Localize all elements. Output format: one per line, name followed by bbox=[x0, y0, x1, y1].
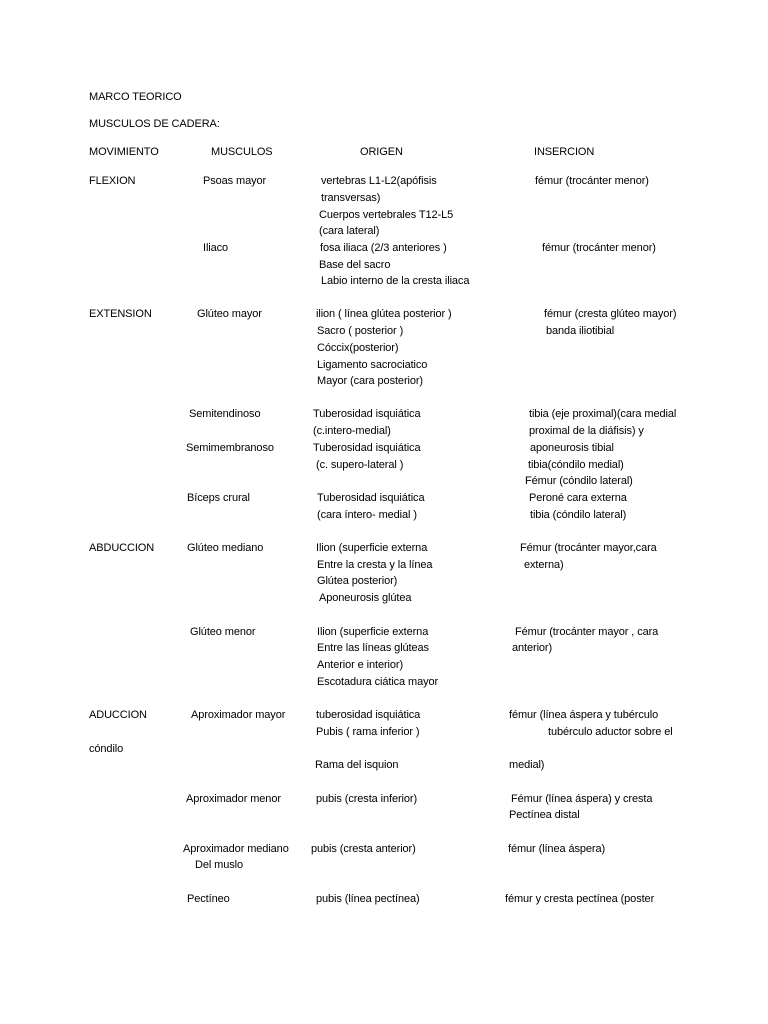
origen-gluteo-mediano-line4: Aponeurosis glútea bbox=[319, 592, 412, 604]
muscle-gluteo-mediano: Glúteo mediano bbox=[187, 542, 264, 554]
muscle-gluteo-menor: Glúteo menor bbox=[190, 626, 256, 638]
origen-aproximador-mayor-line3: Rama del isquion bbox=[315, 759, 399, 771]
origen-psoas-line3: Cuerpos vertebrales T12-L5 bbox=[319, 209, 454, 221]
movement-flexion: FLEXION bbox=[89, 175, 136, 187]
muscle-aproximador-mediano: Aproximador mediano bbox=[183, 843, 289, 855]
origen-gluteo-mayor-line2: Sacro ( posterior ) bbox=[317, 325, 404, 337]
insercion-aproximador-mayor-line1: fémur (línea áspera y tubérculo bbox=[509, 709, 659, 721]
origen-gluteo-menor-line3: Anterior e interior) bbox=[317, 659, 404, 671]
muscle-aproximador-menor: Aproximador menor bbox=[186, 793, 281, 805]
insercion-aproximador-menor-line1: Fémur (línea áspera) y cresta bbox=[511, 793, 653, 805]
movement-condilo: cóndilo bbox=[89, 743, 124, 755]
origen-biceps-line1: Tuberosidad isquiática bbox=[317, 492, 425, 504]
origen-aproximador-menor: pubis (cresta inferior) bbox=[316, 793, 418, 805]
origen-gluteo-mayor-line4: Ligamento sacrociatico bbox=[317, 359, 428, 371]
muscle-aproximador-mayor: Aproximador mayor bbox=[191, 709, 286, 721]
movement-aduccion: ADUCCION bbox=[89, 709, 147, 721]
origen-aproximador-mayor-line2: Pubis ( rama inferior ) bbox=[316, 726, 420, 738]
header-movimiento: MOVIMIENTO bbox=[89, 146, 159, 158]
insercion-aproximador-mayor-line3: medial) bbox=[509, 759, 545, 771]
origen-semimembranoso-line1: Tuberosidad isquiática bbox=[313, 442, 421, 454]
insercion-gluteo-menor-line2: anterior) bbox=[512, 642, 553, 654]
insercion-isquiotibial-line2: proximal de la diáfisis) y bbox=[529, 425, 644, 437]
muscle-gluteo-mayor: Glúteo mayor bbox=[197, 308, 262, 320]
muscle-iliaco: Iliaco bbox=[203, 242, 229, 254]
header-musculos: MUSCULOS bbox=[211, 146, 273, 158]
origen-semimembranoso-line2: (c. supero-lateral ) bbox=[316, 459, 404, 471]
origen-aproximador-mediano: pubis (cresta anterior) bbox=[311, 843, 416, 855]
movement-extension: EXTENSION bbox=[89, 308, 152, 320]
origen-psoas-line1: vertebras L1-L2(apófisis bbox=[321, 175, 437, 187]
origen-gluteo-mediano-line1: Ilion (superficie externa bbox=[316, 542, 428, 554]
origen-psoas-line4: (cara lateral) bbox=[319, 225, 380, 237]
origen-gluteo-mayor-line3: Cóccix(posterior) bbox=[317, 342, 399, 354]
origen-gluteo-menor-line1: Ilion (superficie externa bbox=[317, 626, 429, 638]
section-subtitle: MUSCULOS DE CADERA: bbox=[89, 118, 220, 130]
insercion-isquiotibial-line6: Peroné cara externa bbox=[529, 492, 627, 504]
muscle-psoas-mayor: Psoas mayor bbox=[203, 175, 267, 187]
insercion-isquiotibial-line3: aponeurosis tibial bbox=[530, 442, 614, 454]
insercion-isquiotibial-line7: tibia (cóndilo lateral) bbox=[530, 509, 627, 521]
origen-iliaco-line1: fosa iliaca (2/3 anteriores ) bbox=[320, 242, 447, 254]
muscle-pectineo: Pectíneo bbox=[187, 893, 230, 905]
origen-gluteo-menor-line2: Entre las líneas glúteas bbox=[317, 642, 429, 654]
origen-pectineo: pubis (línea pectínea) bbox=[316, 893, 420, 905]
origen-gluteo-mayor-line5: Mayor (cara posterior) bbox=[317, 375, 423, 387]
origen-biceps-line2: (cara íntero- medial ) bbox=[317, 509, 417, 521]
page-title: MARCO TEORICO bbox=[89, 91, 182, 103]
insercion-aproximador-menor-line2: Pectínea distal bbox=[509, 809, 580, 821]
origen-iliaco-line2: Base del sacro bbox=[319, 259, 391, 271]
insercion-pectineo: fémur y cresta pectínea (poster bbox=[505, 893, 655, 905]
insercion-isquiotibial-line4: tibia(cóndilo medial) bbox=[528, 459, 624, 471]
origen-aproximador-mayor-line1: tuberosidad isquiática bbox=[316, 709, 421, 721]
origen-semitendinoso-line2: (c.intero-medial) bbox=[313, 425, 391, 437]
insercion-aproximador-mediano: fémur (línea áspera) bbox=[508, 843, 606, 855]
muscle-semitendinoso: Semitendinoso bbox=[189, 408, 261, 420]
insercion-gluteo-mediano-line1: Fémur (trocánter mayor,cara bbox=[520, 542, 657, 554]
origen-gluteo-mediano-line3: Glútea posterior) bbox=[317, 575, 398, 587]
insercion-isquiotibial-line5: Fémur (cóndilo lateral) bbox=[525, 475, 633, 487]
muscle-biceps-crural: Bíceps crural bbox=[187, 492, 250, 504]
movement-abduccion: ABDUCCION bbox=[89, 542, 155, 554]
origen-psoas-line2: transversas) bbox=[321, 192, 381, 204]
header-origen: ORIGEN bbox=[360, 146, 403, 158]
origen-iliaco-line3: Labio interno de la cresta iliaca bbox=[321, 275, 470, 287]
insercion-gluteo-menor-line1: Fémur (trocánter mayor , cara bbox=[515, 626, 659, 638]
origen-gluteo-mediano-line2: Entre la cresta y la línea bbox=[317, 559, 433, 571]
insercion-iliaco: fémur (trocánter menor) bbox=[542, 242, 656, 254]
insercion-aproximador-mayor-line2: tubérculo aductor sobre el bbox=[548, 726, 673, 738]
muscle-semimembranoso: Semimembranoso bbox=[186, 442, 274, 454]
origen-gluteo-menor-line4: Escotadura ciática mayor bbox=[317, 676, 439, 688]
insercion-psoas: fémur (trocánter menor) bbox=[535, 175, 649, 187]
insercion-gluteo-mediano-line2: externa) bbox=[524, 559, 564, 571]
insercion-isquiotibial-line1: tibia (eje proximal)(cara medial bbox=[529, 408, 677, 420]
insercion-gluteo-mayor-line1: fémur (cresta glúteo mayor) bbox=[544, 308, 677, 320]
origen-gluteo-mayor-line1: ilion ( línea glútea posterior ) bbox=[316, 308, 452, 320]
insercion-gluteo-mayor-line2: banda iliotibial bbox=[546, 325, 615, 337]
origen-semitendinoso-line1: Tuberosidad isquiática bbox=[313, 408, 421, 420]
header-insercion: INSERCION bbox=[534, 146, 595, 158]
muscle-aproximador-mediano-line2: Del muslo bbox=[195, 859, 244, 871]
